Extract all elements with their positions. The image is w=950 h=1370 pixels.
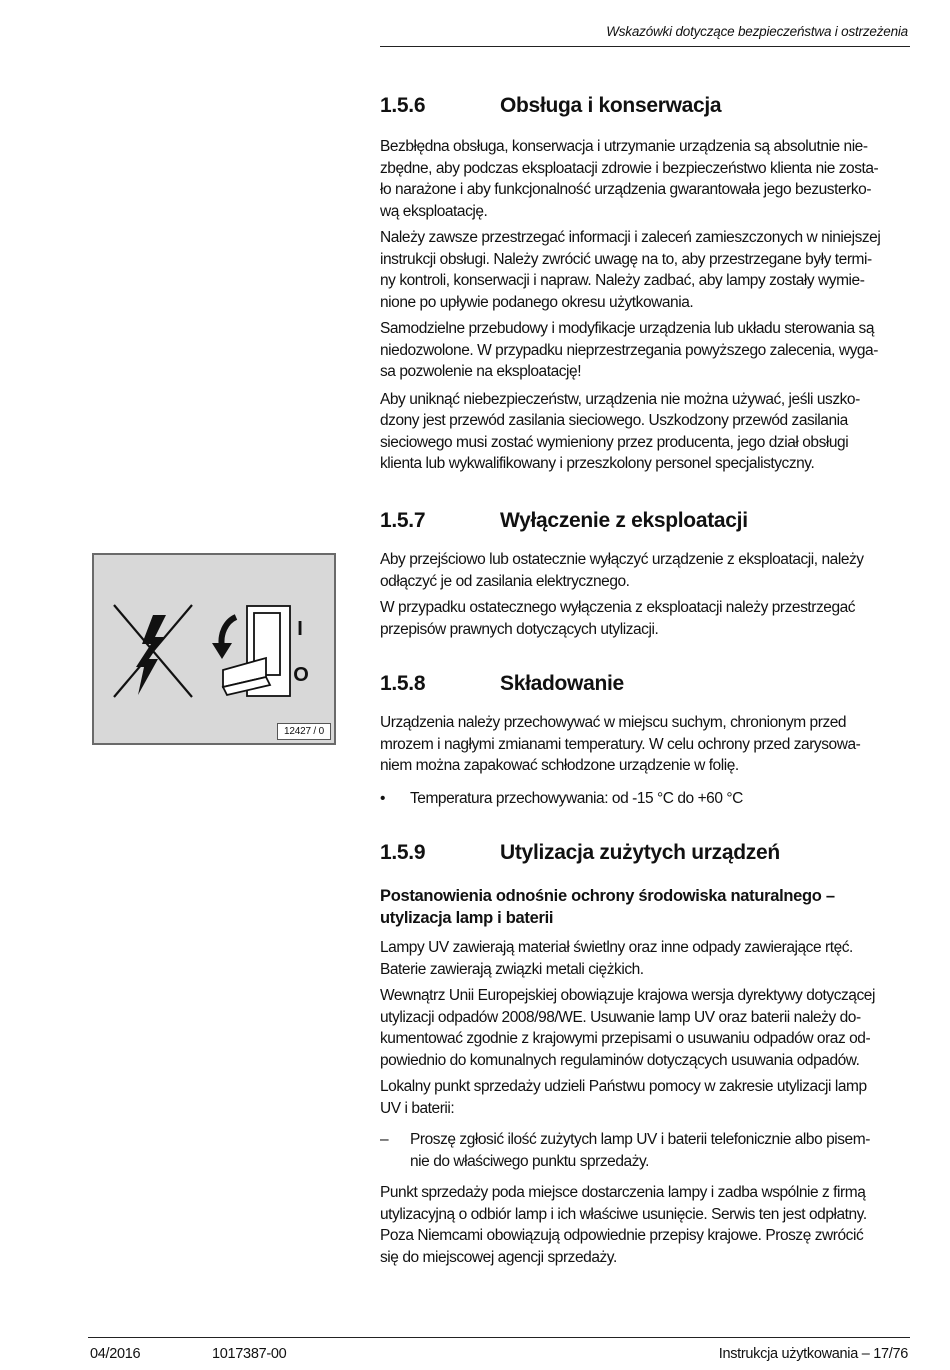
bullet-icon: •: [380, 789, 385, 807]
text-line: Aby przejściowo lub ostatecznie wyłączyć urządzenie z eksploatacji, należy: [380, 551, 864, 568]
text-line: niem można zapakować schłodzone urządzenie w folię.: [380, 757, 739, 774]
switch-on-label: I: [297, 618, 303, 640]
header-rule: [380, 46, 910, 47]
text-line: Samodzielne przebudowy i modyfikacje urządzenia lub układu sterowania są: [380, 320, 875, 337]
list-item-text: [410, 1129, 870, 1172]
paragraph: [380, 937, 915, 980]
section-heading: [380, 839, 915, 867]
text-line: Baterie zawierają związki metali ciężkich.: [380, 960, 644, 978]
text-line: odłączyć je od zasilania elektrycznego.: [380, 572, 630, 590]
text-line: Urządzenia należy przechowywać w miejscu suchym, chronionym przed: [380, 714, 847, 731]
text-line: Lokalny punkt sprzedaży udzieli Państwu pomocy w zakresie utylizacji lamp: [380, 1078, 867, 1095]
text-line: sa pozwolenie na eksploatację!: [380, 363, 582, 380]
text-line: instrukcji obsługi. Należy zwrócić uwagę na to, aby przestrzegane były termi-: [380, 250, 872, 268]
section-number: 1.5.9: [380, 841, 426, 865]
section-1-5-8: [380, 670, 915, 809]
running-head: Wskazówki dotyczące bezpieczeństwa i ostrzeżenia: [606, 24, 908, 39]
text-line: Postanowienia odnośnie ochrony środowiska naturalnego –: [380, 887, 835, 905]
text-line: mrozem i nagłymi zmianami temperatury. W celu ochrony przed zarysowa-: [380, 735, 861, 753]
text-line: zbędne, aby podczas eksploatacji zdrowie i bezpieczeństwo klienta nie zosta-: [380, 159, 879, 177]
paragraph: [380, 985, 915, 1071]
section-number: 1.5.8: [380, 672, 426, 696]
text-line: Lampy UV zawierają materiał świetlny oraz inne odpady zawierające rtęć.: [380, 939, 853, 956]
text-line: UV i baterii:: [380, 1099, 455, 1117]
list-item: [380, 1129, 915, 1172]
text-line: klienta lub wykwalifikowany i przeszkolony personel specjalistyczny.: [380, 455, 815, 472]
text-line: ło narażone i aby funkcjonalność urządzenia gwarantowała jego bezusterko-: [380, 181, 872, 198]
section-heading: [380, 92, 915, 120]
text-line: powiednio do komunalnych regulaminów dotyczących usuwania odpadów.: [380, 1051, 860, 1069]
list-item: [380, 788, 915, 810]
text-line: Aby uniknąć niebezpieczeństw, urządzenia nie można używać, jeśli uszko-: [380, 390, 860, 408]
text-line: się do miejscowej agencji sprzedaży.: [380, 1248, 617, 1266]
subsection-title: [380, 885, 915, 929]
paragraph: [380, 1076, 915, 1119]
section-number: 1.5.7: [380, 509, 426, 533]
switch-off-label: O: [293, 664, 309, 686]
text-line: nie do właściwego punktu sprzedaży.: [410, 1152, 649, 1170]
footer-page-number: Instrukcja użytkowania – 17/76: [718, 1346, 908, 1362]
footer-date: 04/2016: [90, 1346, 141, 1362]
section-title: Utylizacja zużytych urządzeń: [500, 841, 780, 865]
paragraph: [380, 227, 915, 313]
text-line: sieciowego musi zostać wymieniony przez producenta, jego dział obsługi: [380, 433, 849, 451]
crossed-lightning-icon: [114, 605, 192, 697]
text-line: Należy zawsze przestrzegać informacji i zaleceń zamieszczonych w niniejszej: [380, 229, 881, 246]
section-title: Obsługa i konserwacja: [500, 94, 722, 118]
text-line: utylizacyjną o odbiór lamp i ich właściwe usunięcie. Serwis ten jest odpłatny.: [380, 1205, 867, 1223]
paragraph: [380, 389, 915, 475]
list-item-text: Temperatura przechowywania: od -15 °C do +60 °C: [410, 789, 743, 807]
paragraph: [380, 318, 915, 383]
dash-icon: –: [380, 1131, 389, 1148]
text-line: Proszę zgłosić ilość zużytych lamp UV i baterii telefonicznie albo pisem-: [410, 1131, 870, 1148]
text-line: Punkt sprzedaży poda miejsce dostarczenia lampy i zadba wspólnie z firmą: [380, 1184, 866, 1201]
text-line: ny kontroli, konserwacji i napraw. Należy zadbać, aby lampy zostały wymie-: [380, 272, 865, 289]
text-line: przepisów prawnych dotyczących utylizacji.: [380, 620, 659, 638]
paragraph: [380, 1182, 915, 1268]
paragraph: [380, 549, 915, 592]
text-line: Bezbłędna obsługa, konserwacja i utrzymanie urządzenia są absolutnie nie-: [380, 138, 868, 155]
figure-number: 12427 / 0: [277, 723, 331, 740]
paragraph: [380, 712, 915, 777]
rotate-arrow-icon: [212, 617, 236, 659]
footer-doc-number: 1017387-00: [212, 1346, 287, 1362]
text-line: Wewnątrz Unii Europejskiej obowiązuje krajowa wersja dyrektywy dotyczącej: [380, 987, 875, 1004]
paragraph: [380, 136, 915, 222]
section-number: 1.5.6: [380, 94, 426, 118]
section-title: Wyłączenie z eksploatacji: [500, 509, 748, 533]
text-line: W przypadku ostatecznego wyłączenia z eksploatacji należy przestrzegać: [380, 599, 856, 616]
paragraph: [380, 597, 915, 640]
text-line: kumentować zgodnie z krajowymi przepisami o usuwaniu odpadów oraz od-: [380, 1030, 871, 1047]
shutdown-figure: [92, 553, 336, 745]
section-heading: [380, 507, 915, 535]
text-line: Poza Niemcami obowiązują odpowiednie przepisy krajowe. Proszę zwrócić: [380, 1227, 864, 1244]
section-1-5-9: [380, 839, 915, 1268]
text-line: dzony jest przewód zasilania sieciowego. Uszkodzony przewód zasilania: [380, 412, 848, 429]
footer-rule: [88, 1337, 910, 1338]
section-1-5-6: [380, 92, 915, 475]
text-line: utylizacji odpadów 2008/98/WE. Usuwanie lamp UV oraz baterii należy do-: [380, 1008, 861, 1026]
text-line: wą eksploatację.: [380, 202, 488, 220]
text-line: nione po upływie podanego okresu użytkowania.: [380, 293, 694, 311]
figure-drawing: [94, 555, 334, 743]
section-heading: [380, 670, 915, 698]
text-line: niedozwolone. W przypadku nieprzestrzegania powyższego zalecenia, wyga-: [380, 341, 878, 359]
text-line: utylizacja lamp i baterii: [380, 909, 554, 927]
section-title: Składowanie: [500, 672, 624, 696]
section-1-5-7: [380, 507, 915, 640]
